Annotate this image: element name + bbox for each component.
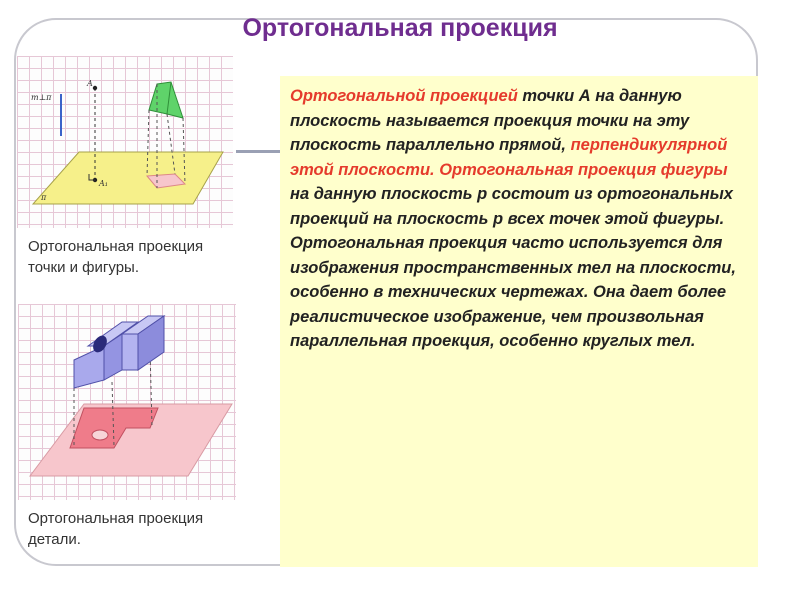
definition-paragraph: Ортогональной проекцией точки А на данную плоскость называется проекция точки на эту плоскость параллельно прямой, перпендикулярной этой плоскости. Ортогональная проекция фигуры на данную плоскость р состоит из ортогональных проекций на плоскость р всех точек этой фигуры.	[290, 87, 733, 228]
label-A1: A₁	[99, 179, 108, 188]
point-A	[93, 86, 97, 90]
point-projection-drawing	[17, 56, 233, 228]
definition-textbox	[280, 76, 758, 567]
label-pi: π	[41, 193, 47, 202]
connector-line	[236, 150, 280, 153]
prism-shape	[149, 82, 183, 118]
label-A: A	[87, 79, 93, 88]
part-front-face	[74, 346, 104, 388]
figure-part-projection	[18, 304, 236, 500]
page-title: Ортогональная проекция	[242, 14, 558, 42]
usage-paragraph: Ортогональная проекция часто используется для изображения пространственных тел на плоскости, особенно в технических чертежах. Она дает более реалистическое изображение, чем произвольная параллельная проекция, особенно круглых тел.	[290, 234, 736, 350]
plane-pi	[33, 152, 223, 204]
figure-point-projection	[17, 56, 233, 228]
caption-part-projection: Ортогональная проекция детали.	[28, 510, 204, 548]
part-projection-drawing	[18, 304, 236, 500]
caption-point-projection: Ортогональная проекция точки и фигуры.	[28, 238, 204, 276]
label-m-perp-pi: m⊥π	[31, 93, 52, 102]
